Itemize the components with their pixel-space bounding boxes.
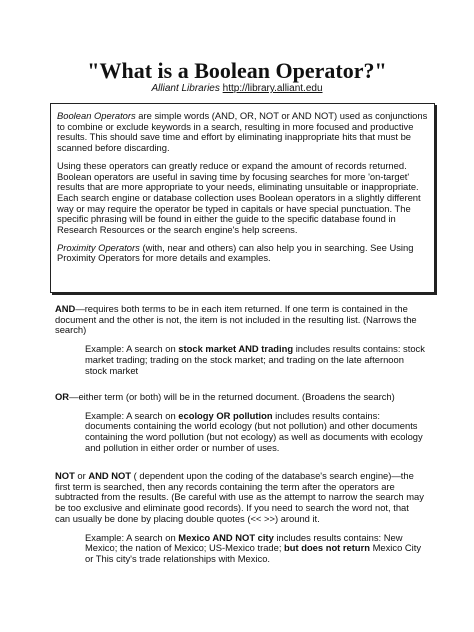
intro-paragraph-3-text: (with, near and others) can also help you in searching. See Using Proximity Operators for more details and examples. — [57, 241, 414, 264]
intro-box — [50, 103, 435, 293]
intro-paragraph-3 — [57, 243, 428, 264]
not-example-emphasis: but does not return — [284, 542, 370, 554]
or-example-query: ecology OR pollution — [178, 409, 273, 421]
library-link[interactable]: http://library.alliant.edu — [222, 83, 323, 94]
and-section — [55, 304, 425, 376]
and-example — [85, 344, 425, 376]
page-subtitle — [0, 82, 474, 95]
not-example-prefix: Example: A search on — [85, 531, 179, 543]
and-not-term: AND NOT — [88, 470, 132, 481]
not-connector: or — [74, 470, 89, 481]
not-example — [85, 533, 425, 565]
not-description: ( dependent upon the coding of the database's search engine)—the first term is searched, then any records containing the term after the operators are subtracted from the results. (Be careful with use as the attempt to narrow the search may be too exclusive and eliminate good records). If you need to search the word not, that can usually be done by placing double quotes (<< >>) around it. — [55, 470, 424, 524]
or-example — [85, 411, 425, 454]
not-definition — [55, 471, 425, 525]
boolean-operators-term: Boolean Operators — [57, 110, 136, 121]
not-example-query: Mexico AND NOT city — [178, 531, 274, 543]
or-description: —either term (or both) will be in the returned document. (Broadens the search) — [69, 391, 395, 402]
not-example-text: includes results contains: New Mexico; the nation of Mexico; US-Mexico trade; — [85, 531, 403, 554]
org-name: Alliant Libraries — [151, 83, 220, 94]
page-title: "What is a Boolean Operator?" — [87, 58, 387, 83]
intro-paragraph-1-text: are simple words (AND, OR, NOT or AND NOT) used as conjunctions to combine or exclude keywords in a search, resulting in more focused and productive results. This should save time and effort by eliminating inappropriate hits that must be scanned before discarding. — [57, 110, 428, 154]
and-example-query: stock market AND trading — [178, 343, 294, 355]
or-definition — [55, 392, 425, 403]
or-section — [55, 392, 425, 454]
and-example-text: includes results contains: stock market trading; trading on the stock market; and trading on the late afternoon stock market — [85, 343, 425, 376]
proximity-operators-term: Proximity Operators — [57, 241, 140, 253]
and-definition — [55, 304, 425, 336]
not-term: NOT — [55, 470, 75, 481]
and-description: —requires both terms to be in each item returned. If one term is contained in the document and the other is not, the item is not included in the resulting list. (Narrows the search) — [55, 303, 417, 336]
or-term: OR — [55, 391, 70, 402]
not-example-suffix: Mexico City or This city's trade relationships with Mexico. — [85, 542, 422, 564]
or-example-prefix: Example: A search on — [85, 409, 179, 421]
and-example-prefix: Example: A search on — [85, 343, 179, 355]
intro-paragraph-2: Using these operators can greatly reduce or expand the amount of records returned. Boolean operators are useful in saving time by focusing searches for more 'on-target' results that are more appropriate to your needs, eliminating unsuitable or inappropriate. Each search engine or database collection uses Boolean operators in a slightly different way or may require the operator be typed in capitals or have special punctuation. The specific phrasing will be found in either the guide to the specific database found in Research Resources or the search engine's help screens. — [57, 159, 421, 236]
intro-paragraph-1 — [57, 111, 428, 154]
not-section — [55, 471, 425, 565]
and-term: AND — [55, 303, 76, 314]
or-example-text: includes results contains: documents containing the world ecology (but not pollution) and other documents containing the word pollution (but not ecology) as well as documents with ecology and pollution in either order or number of uses. — [85, 409, 423, 453]
